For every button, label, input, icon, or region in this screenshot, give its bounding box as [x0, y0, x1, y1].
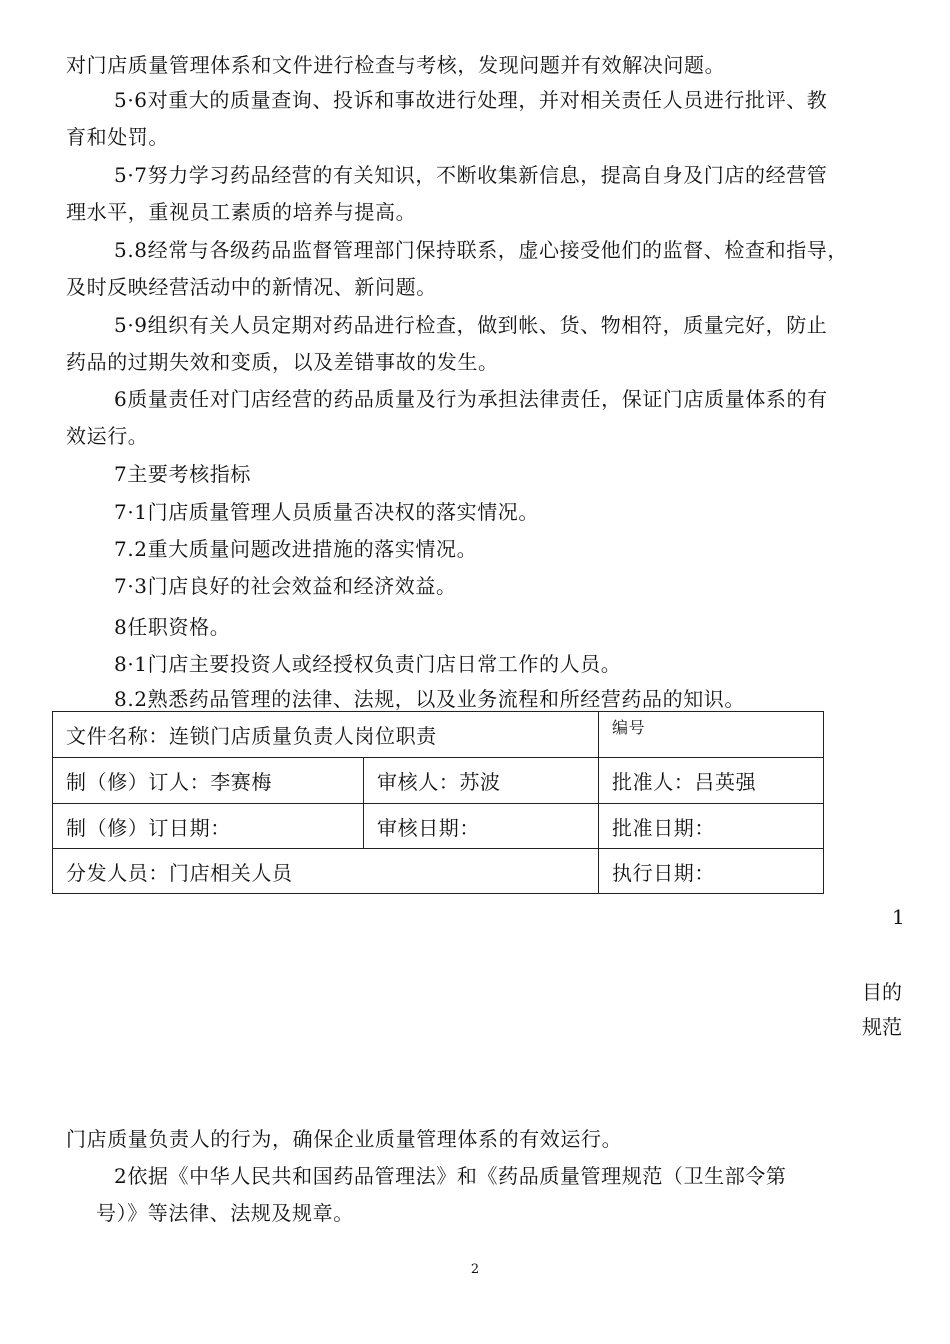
distribution-cell: 分发人员：门店相关人员 [53, 849, 599, 894]
paragraph-line: 6质量责任对门店经营的药品质量及行为承担法律责任，保证门店质量体系的有 [114, 387, 828, 411]
paragraph-line: 5·6对重大的质量查询、投诉和事故进行处理，并对相关责任人员进行批评、教 [114, 88, 828, 112]
paragraph-line: 理水平，重视员工素质的培养与提高。 [66, 200, 417, 224]
paragraph-line: 7·1门店质量管理人员质量否决权的落实情况。 [114, 500, 540, 524]
effective-date-cell: 执行日期： [599, 849, 824, 894]
section-number: 1 [892, 905, 905, 929]
paragraph-line: 8·1门店主要投资人或经授权负责门店日常工作的人员。 [114, 652, 622, 676]
drafter-cell: 制（修）订人：李赛梅 [53, 758, 364, 804]
paragraph-line: 药品的过期失效和变质，以及差错事故的发生。 [66, 350, 499, 374]
paragraph-line: 及时反映经营活动中的新情况、新问题。 [66, 275, 437, 299]
paragraph-line: 8任职资格。 [114, 615, 231, 639]
section-word: 规范 [862, 1015, 902, 1039]
paragraph-line: 5·9组织有关人员定期对药品进行检查，做到帐、货、物相符，质量完好，防止 [114, 313, 828, 337]
approve-date-cell: 批准日期： [599, 804, 824, 849]
paragraph-line: 对门店质量管理体系和文件进行检查与考核，发现问题并有效解决问题。 [66, 53, 726, 77]
number-cell: 编号 [599, 712, 824, 758]
paragraph-line: 5.8经常与各级药品监督管理部门保持联系，虚心接受他们的监督、检查和指导， [114, 238, 849, 262]
paragraph-line: 育和处罚。 [66, 125, 169, 149]
paragraph-line: 7主要考核指标 [114, 462, 251, 486]
review-date-cell: 审核日期： [364, 804, 599, 849]
file-name-cell: 文件名称：连锁门店质量负责人岗位职责 [53, 712, 599, 758]
paragraph-line: 7·3门店良好的社会效益和经济效益。 [114, 574, 457, 598]
paragraph-line: 2依据《中华人民共和国药品管理法》和《药品质量管理规范（卫生部令第 [114, 1164, 787, 1188]
approver-cell: 批准人：吕英强 [599, 758, 824, 804]
paragraph-line: 门店质量负责人的行为，确保企业质量管理体系的有效运行。 [66, 1127, 623, 1151]
section-title: 目的 [862, 980, 902, 1004]
paragraph-line: 8.2熟悉药品管理的法律、法规，以及业务流程和所经营药品的知识。 [114, 687, 746, 711]
page-number: 2 [470, 1262, 480, 1277]
reviewer-cell: 审核人：苏波 [364, 758, 599, 804]
paragraph-line: 7.2重大质量问题改进措施的落实情况。 [114, 537, 478, 561]
document-control-table [52, 711, 824, 894]
draft-date-cell: 制（修）订日期： [53, 804, 364, 849]
paragraph-line: 效运行。 [66, 424, 149, 448]
paragraph-line: 号）》等法律、法规及规章。 [96, 1201, 354, 1225]
paragraph-line: 5·7努力学习药品经营的有关知识，不断收集新信息，提高自身及门店的经营管 [114, 163, 828, 187]
